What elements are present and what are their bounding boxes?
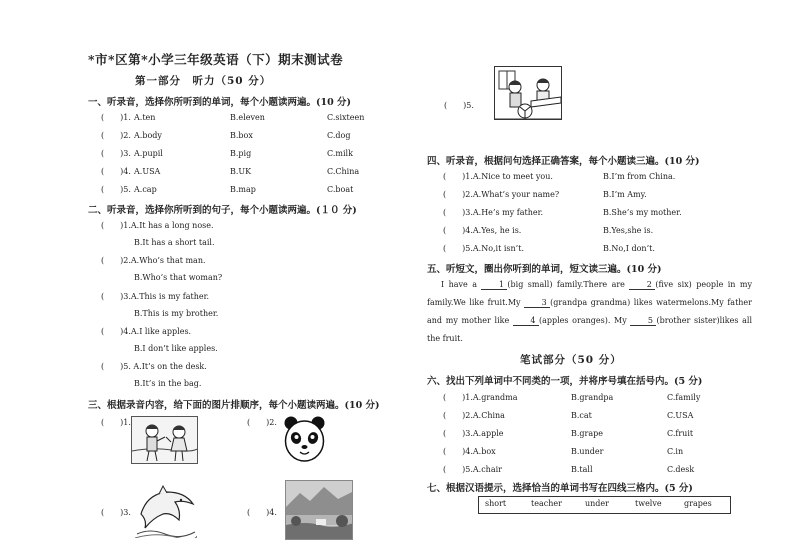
- answer-blank: ( )2.: [101, 131, 131, 140]
- section-seven-heading: 七、根据汉语提示，选择恰当的单词书写在四线三格内。(5 分): [427, 483, 693, 494]
- odd-option-b: B.grandpa: [571, 393, 614, 402]
- blank-2: 2: [629, 280, 655, 290]
- sentence-option-b: B.It has a short tail.: [134, 238, 215, 247]
- response-option-b: B.Yes,she is.: [603, 226, 654, 235]
- picture-kids-with-ball: [494, 66, 562, 120]
- response-option-b: B.I’m from China.: [603, 172, 676, 181]
- response-option-a: ( )2.A.What’s your name?: [443, 190, 560, 199]
- picture-label-1: ( )1.: [101, 418, 131, 427]
- odd-option-a: ( )3.A.apple: [443, 429, 504, 438]
- word-bank-word: short: [485, 499, 507, 508]
- sentence-option-a: ( )4.A.I like apples.: [101, 327, 192, 336]
- option-b: B.pig: [230, 149, 252, 158]
- picture-label-3: ( )3.: [101, 508, 131, 517]
- odd-option-c: C.in: [667, 447, 684, 456]
- response-option-a: ( )1.A.Nice to meet you.: [443, 172, 553, 181]
- odd-option-b: B.grape: [571, 429, 603, 438]
- sentence-option-a: ( )5. A.It’s on the desk.: [101, 362, 207, 371]
- odd-option-a: ( )4.A.box: [443, 447, 496, 456]
- section-two-heading: 二、听录音，选择你所听到的句子，每个小题读两遍。(１０ 分): [88, 205, 357, 216]
- odd-option-c: C.desk: [667, 465, 695, 474]
- response-option-a: ( )5.A.No,it isn’t.: [443, 244, 524, 253]
- option-c: C.dog: [327, 131, 351, 140]
- section-five-heading: 五、听短文，圈出你听到的单词，短文读三遍。(10 分): [427, 264, 662, 275]
- picture-dolphin: [135, 484, 197, 538]
- word-bank-box: [478, 496, 731, 514]
- sentence-option-b: B.It’s in the bag.: [134, 379, 202, 388]
- answer-blank: ( )4.: [101, 167, 131, 176]
- option-b: B.box: [230, 131, 253, 140]
- option-a: A.ten: [134, 113, 156, 122]
- option-b: B.eleven: [230, 113, 265, 122]
- option-b: B.UK: [230, 167, 252, 176]
- section-four-heading: 四、听录音，根据问句选择正确答案，每个小题读三遍。(10 分): [427, 156, 700, 167]
- section-one-heading: 一、听录音，选择你所听到的单词，每个小题读两遍。(10 分): [88, 97, 352, 108]
- odd-option-c: C.fruit: [667, 429, 694, 438]
- answer-blank: ( )1.: [101, 113, 131, 122]
- option-c: C.boat: [327, 185, 354, 194]
- word-bank-word: twelve: [635, 499, 662, 508]
- sentence-option-b: B.I don’t like apples.: [134, 344, 218, 353]
- option-a: A.cap: [134, 185, 157, 194]
- option-a: A.USA: [134, 167, 161, 176]
- part-one-heading: 第一部分 听力（50 分）: [135, 75, 272, 87]
- response-option-a: ( )4.A.Yes, he is.: [443, 226, 522, 235]
- section-six-heading: 六、找出下列单词中不同类的一项，并将序号填在括号内。(5 分): [427, 376, 703, 387]
- option-a: A.body: [134, 131, 162, 140]
- option-c: C.milk: [327, 149, 353, 158]
- odd-option-a: ( )1.A.grandma: [443, 393, 518, 402]
- part-two-heading: 笔试部分（50 分）: [520, 354, 622, 366]
- section-three-heading: 三、根据录音内容，给下面的图片排顺序，每个小题读两遍。(10 分): [88, 400, 380, 411]
- odd-option-b: B.cat: [571, 411, 592, 420]
- answer-blank: ( )5.: [101, 185, 131, 194]
- response-option-b: B.I’m Amy.: [603, 190, 647, 199]
- word-bank-word: teacher: [531, 499, 562, 508]
- response-option-b: B.No,I don’t.: [603, 244, 655, 253]
- word-bank-word: grapes: [684, 499, 712, 508]
- picture-label-4: ( )4.: [247, 508, 277, 517]
- sentence-option-a: ( )3.A.This is my father.: [101, 292, 210, 301]
- sentence-option-a: ( )1.A.It has a long nose.: [101, 221, 214, 230]
- blank-3: 3: [524, 298, 550, 308]
- blank-5: 5: [630, 316, 656, 326]
- option-c: C.China: [327, 167, 360, 176]
- sentence-option-b: B.Who’s that woman?: [134, 273, 223, 282]
- blank-4: 4: [513, 316, 539, 326]
- option-b: B.map: [230, 185, 256, 194]
- picture-children-talking: [131, 416, 198, 464]
- odd-option-c: C.family: [667, 393, 701, 402]
- odd-option-a: ( )5.A.chair: [443, 465, 502, 474]
- option-c: C.sixteen: [327, 113, 365, 122]
- option-a: A.pupil: [134, 149, 163, 158]
- odd-option-b: B.under: [571, 447, 604, 456]
- word-bank-word: under: [585, 499, 609, 508]
- exam-title: *市*区第*小学三年级英语（下）期末测试卷: [88, 52, 344, 67]
- picture-label-2: ( )2.: [247, 418, 277, 427]
- odd-option-a: ( )2.A.China: [443, 411, 505, 420]
- picture-panda: [283, 415, 326, 465]
- sentence-option-a: ( )2.A.Who’s that man．: [101, 256, 211, 265]
- response-option-a: ( )3.A.He’s my father.: [443, 208, 544, 217]
- odd-option-c: C.USA: [667, 411, 694, 420]
- response-option-b: B.She’s my mother.: [603, 208, 682, 217]
- sentence-option-b: B.This is my brother.: [134, 309, 219, 318]
- odd-option-b: B.tall: [571, 465, 593, 474]
- blank-1: 1: [481, 280, 507, 290]
- picture-label-5: ( )5.: [444, 101, 474, 110]
- answer-blank: ( )3.: [101, 149, 131, 158]
- section-five-passage: I have a 1 (big small) family.There are 2 (five six) people in my family.We like fruit.My 3 (grandpa grandma) likes watermelons.My father and my mother like 4 (apples oranges). My 5 (brother sister)likes all the fruit.: [427, 280, 753, 343]
- picture-mountain-scene: [285, 480, 353, 540]
